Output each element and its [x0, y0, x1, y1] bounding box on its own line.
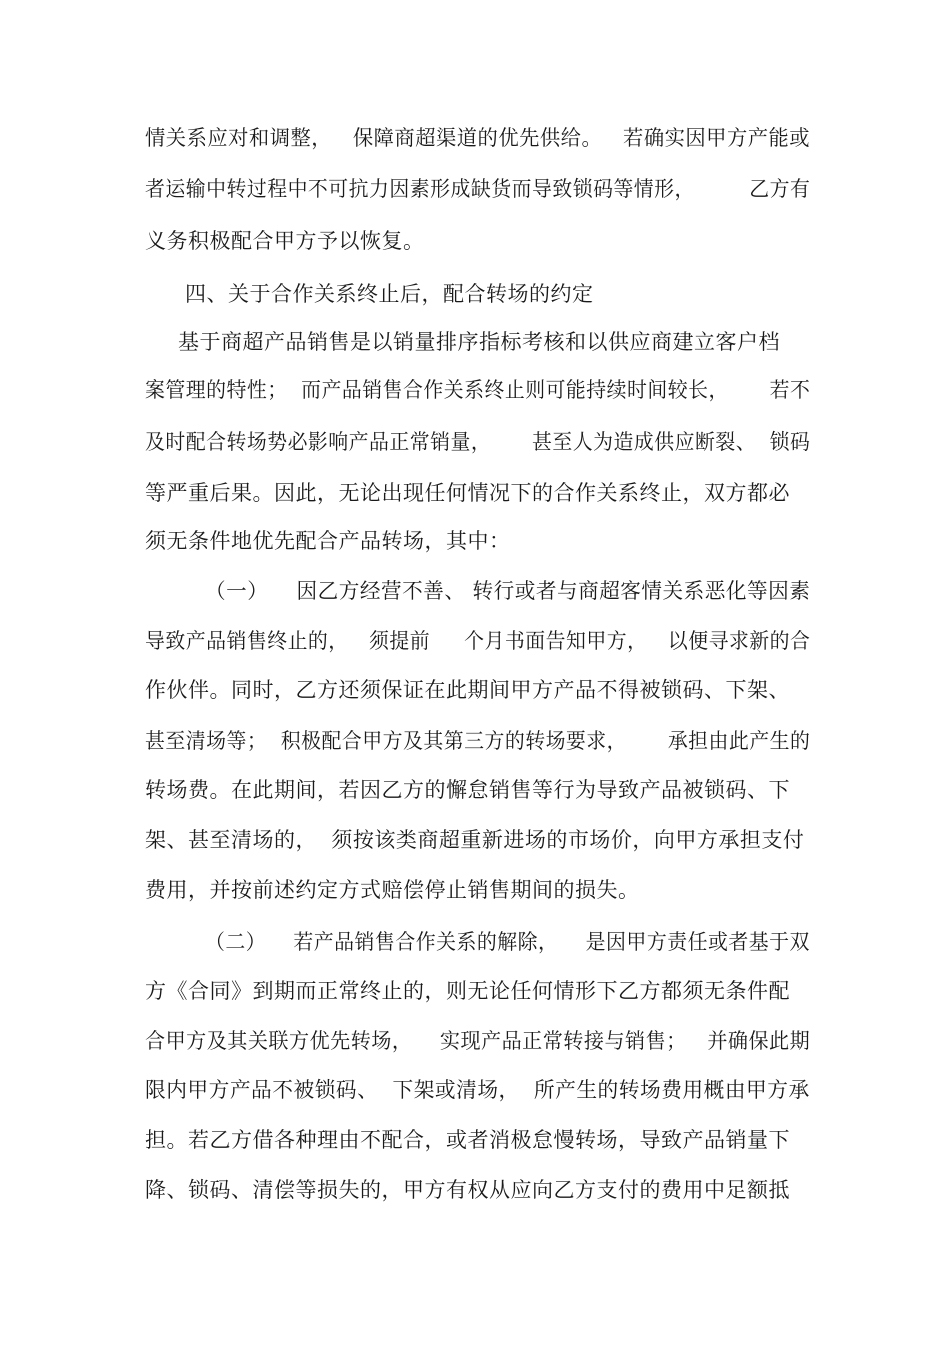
text-line: 案管理的特性； 而产品销售合作关系终止则可能持续时间较长， 若不	[145, 378, 811, 402]
text-line: 者运输中转过程中不可抗力因素形成缺货而导致锁码等情形， 乙方有	[145, 177, 811, 201]
section-heading: 四、关于合作关系终止后，配合转场的约定	[185, 282, 594, 306]
text-line: 情关系应对和调整， 保障商超渠道的优先供给。 若确实因甲方产能或	[145, 126, 811, 150]
text-line: 导致产品销售终止的， 须提前 个月书面告知甲方， 以便寻求新的合	[145, 629, 811, 653]
text-line: 甚至清场等； 积极配合甲方及其第三方的转场要求， 承担由此产生的	[145, 729, 811, 753]
text-line: 基于商超产品销售是以销量排序指标考核和以供应商建立客户档	[178, 330, 780, 354]
text-line: 方《合同》到期而正常终止的，则无论任何情形下乙方都须无条件配	[145, 979, 790, 1003]
text-line: 须无条件地优先配合产品转场，其中：	[145, 529, 511, 553]
text-line: 合甲方及其关联方优先转场， 实现产品正常转接与销售； 并确保此期	[145, 1029, 811, 1053]
text-line: 限内甲方产品不被锁码、 下架或清场， 所产生的转场费用概由甲方承	[145, 1078, 810, 1102]
text-line: 担。若乙方借各种理由不配合，或者消极怠慢转场，导致产品销量下	[145, 1128, 790, 1152]
text-line: 等严重后果。因此，无论出现任何情况下的合作关系终止，双方都必	[145, 481, 790, 505]
text-line: 费用，并按前述约定方式赔偿停止销售期间的损失。	[145, 878, 640, 902]
clause-one-start: （一） 因乙方经营不善、 转行或者与商超客情关系恶化等因素	[205, 579, 811, 603]
text-line: 架、甚至清场的， 须按该类商超重新进场的市场价，向甲方承担支付	[145, 828, 805, 852]
clause-two-start: （二） 若产品销售合作关系的解除， 是因甲方责任或者基于双	[205, 930, 810, 954]
text-line: 作伙伴。同时，乙方还须保证在此期间甲方产品不得被锁码、下架、	[145, 678, 790, 702]
text-line: 义务积极配合甲方予以恢复。	[145, 229, 425, 253]
text-line: 及时配合转场势必影响产品正常销量， 甚至人为造成供应断裂、 锁码	[145, 430, 811, 454]
text-line: 转场费。在此期间，若因乙方的懈怠销售等行为导致产品被锁码、下	[145, 778, 790, 802]
text-line: 降、锁码、清偿等损失的，甲方有权从应向乙方支付的费用中足额抵	[145, 1178, 790, 1202]
